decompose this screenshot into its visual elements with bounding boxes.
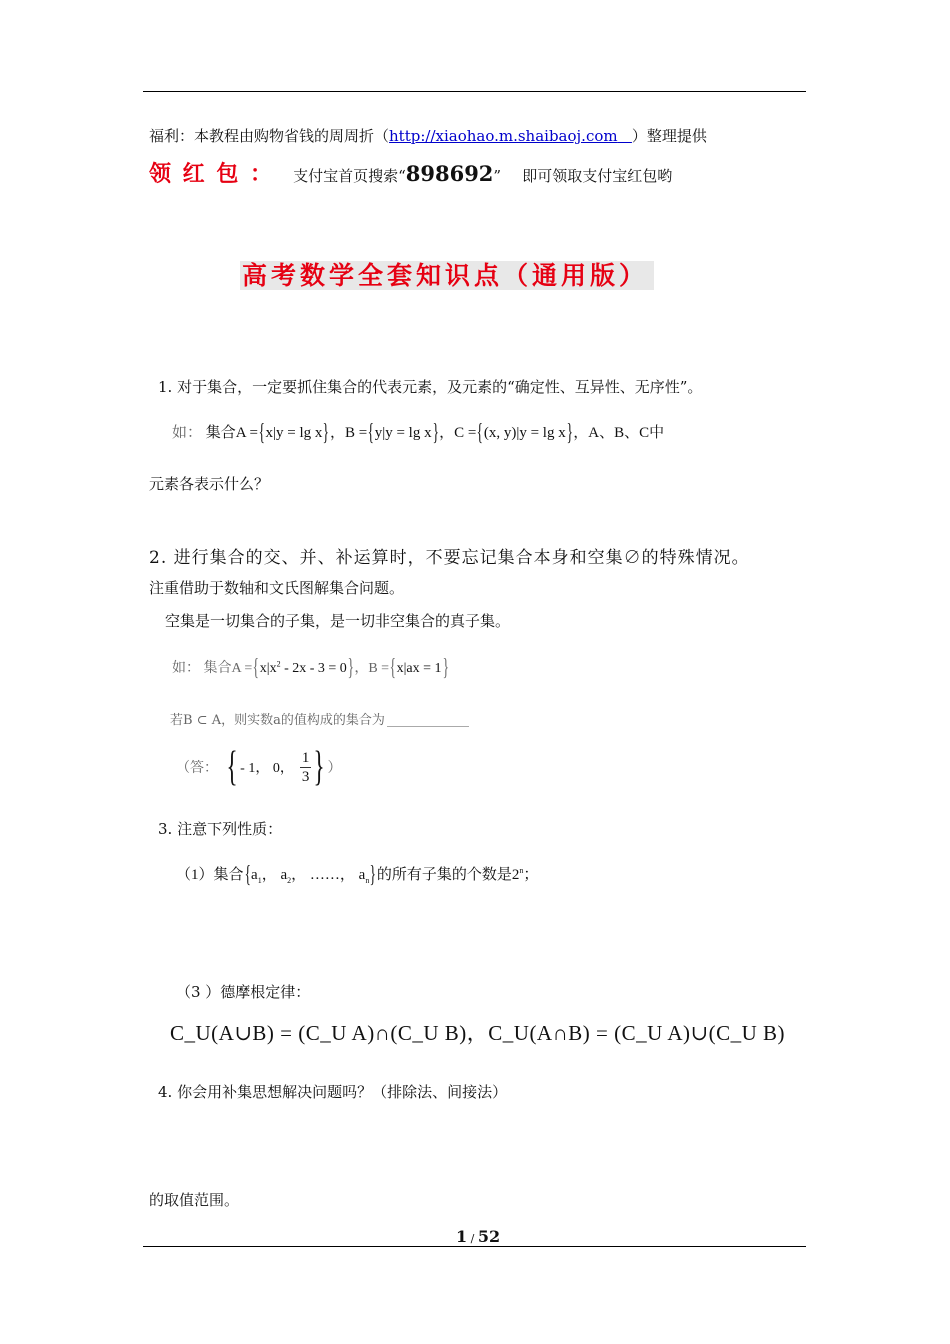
set-c: (x, y)|y = lg x [483, 425, 566, 441]
answer-blank [387, 726, 469, 727]
set-a-quadratic: $x|x^2 - 2x - 3 = 0$ [259, 659, 347, 676]
section-1-line: 1. 对于集合，一定要抓住集合的代表元素，及元素的“确定性、互异性、无序性”。 [158, 378, 703, 396]
hongbao-code: 898692 [405, 161, 494, 186]
bottom-rule [143, 1246, 806, 1247]
set-a: x|y = lg x [265, 425, 323, 441]
page-title-text: 高考数学全套知识点（通用版） [240, 261, 654, 290]
section-2-example: 如： 集合$A =\{x|x^2 - 2x - 3 = 0\}$，B ={x|ax = 1} [172, 655, 449, 681]
page-total: 52 [477, 1227, 501, 1246]
top-rule [143, 91, 806, 92]
promo-line [149, 125, 707, 146]
promo-link[interactable]: http://xiaohao.m.shaibaoj.com [389, 127, 618, 145]
section-3-item-3: （3 ）德摩根定律： [176, 983, 311, 1001]
hongbao-text-a: 支付宝首页搜索“ [293, 167, 406, 185]
section-2-condition: 若B ⊂ A，则实数a的值构成的集合为 [170, 709, 469, 728]
hongbao-label: 领 红 包 ： [149, 162, 274, 187]
promo-suffix: ）整理提供 [631, 127, 707, 145]
answer-fraction: $\frac{1}{3}$ [301, 749, 310, 785]
section-1-example: 如： 集合A ={x|y = lg x}，B ={y|y = lg x}，C ={(x, y)|y = lg x}，A、B、C中 [172, 420, 665, 446]
page-current: 1 [456, 1227, 468, 1246]
answer-values: - 1， 0， [240, 761, 294, 776]
section-3-demorgan: C_U(A∪B) = (C_U A)∩(C_U B)，C_U(A∩B) = (C_U A)∪(C_U B) [170, 1021, 786, 1045]
hongbao-line [149, 157, 672, 188]
section-2-answer: （答： { - 1， 0， $\frac{1}{3}$ } ） [176, 744, 342, 790]
section-4-tail: 的取值范围。 [149, 1191, 240, 1209]
section-2-line2: 注重借助于数轴和文氏图解集合问题。 [149, 579, 405, 597]
section-2-line: 2. 进行集合的交、并、补运算时，不要忘记集合本身和空集∅的特殊情况。 [149, 548, 750, 568]
page-number: 1 / 52 [456, 1227, 501, 1246]
section-2-line3: 空集是一切集合的子集，是一切非空集合的真子集。 [165, 612, 511, 630]
set-b: y|y = lg x [374, 425, 432, 441]
promo-prefix: 福利：本教程由购物省钱的周周折（ [149, 127, 390, 145]
section-1-question: 元素各表示什么？ [149, 475, 270, 493]
example-prefix: 如： [172, 425, 203, 441]
section-3-item-1: （1）集合{$a_1$， $a_2$， ……， $a_n$}的所有子集的个数是2$^n$； [176, 862, 539, 888]
hongbao-text-b: ” [493, 167, 502, 185]
hongbao-text-c: 即可领取支付宝红包哟 [522, 167, 673, 185]
section-4-line: 4. 你会用补集思想解决问题吗？（排除法、间接法） [158, 1083, 508, 1101]
set-b-linear: x|ax = 1 [396, 661, 442, 676]
section-3-line: 3. 注意下列性质： [158, 820, 283, 838]
page-title [240, 256, 654, 292]
